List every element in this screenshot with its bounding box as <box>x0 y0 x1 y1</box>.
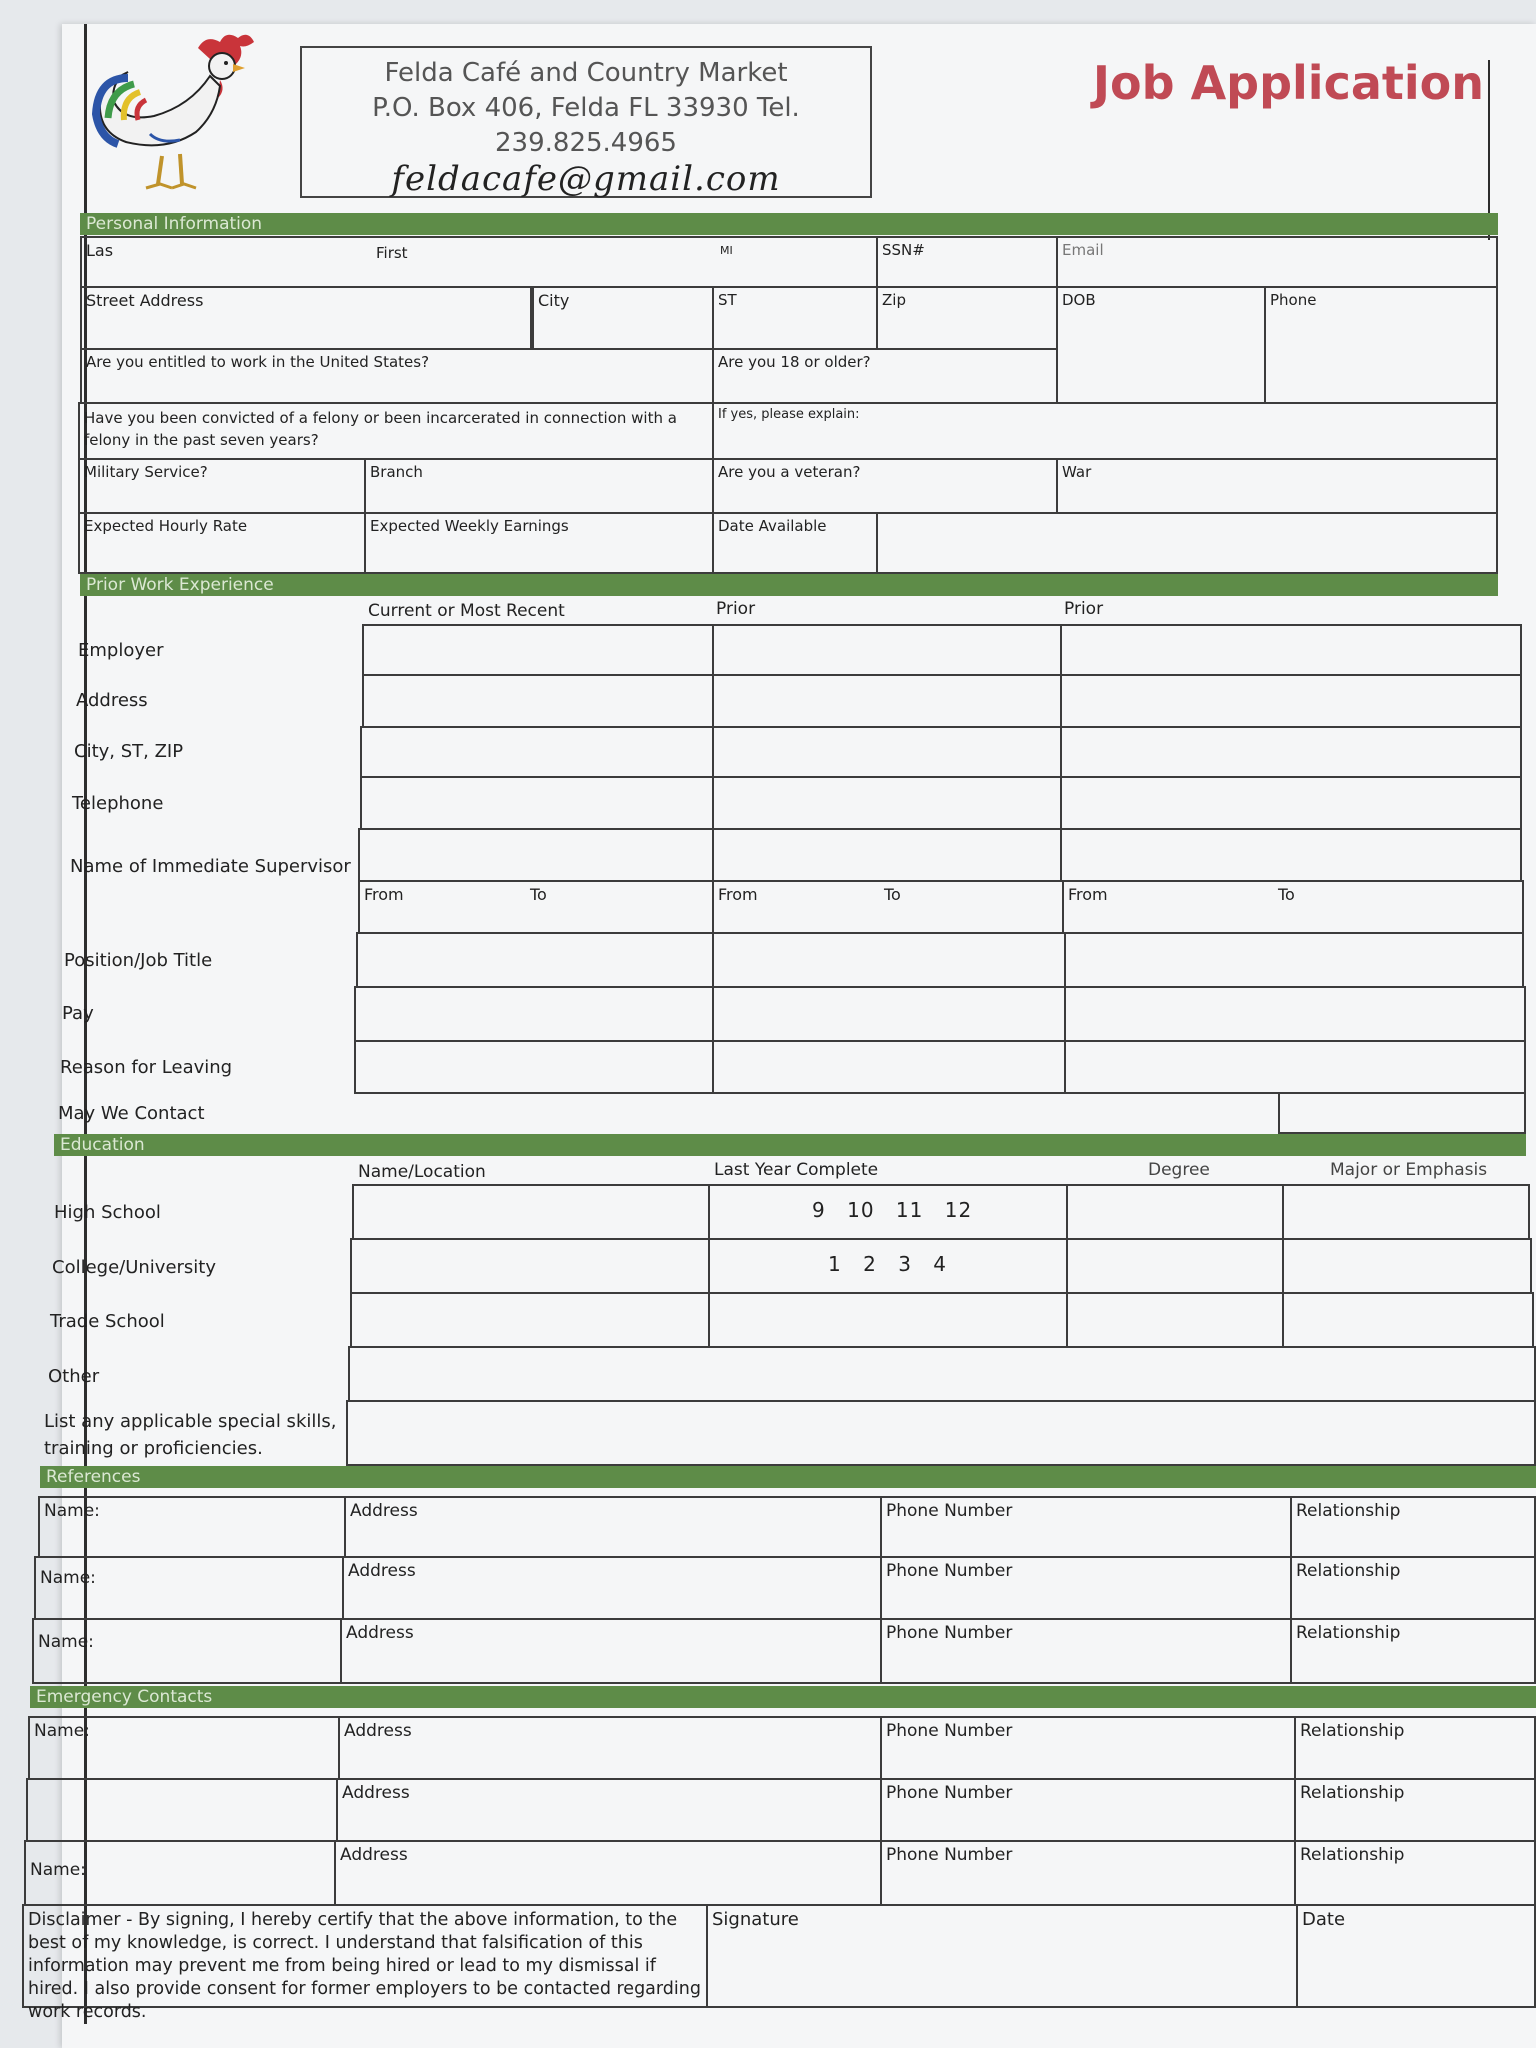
employer-prior-1[interactable] <box>712 624 1062 676</box>
emergency-1-phone[interactable]: Phone Number <box>880 1716 1296 1780</box>
city-field[interactable]: City <box>532 286 714 350</box>
page-title: Job Application <box>1092 56 1484 110</box>
emergency-3-relationship[interactable]: Relationship <box>1294 1840 1536 1906</box>
college-major[interactable] <box>1282 1238 1532 1294</box>
date-field[interactable]: Date <box>1296 1904 1536 2008</box>
year-1[interactable]: 1 <box>828 1252 842 1276</box>
year-4[interactable]: 4 <box>933 1252 948 1276</box>
year-3[interactable]: 3 <box>898 1252 912 1276</box>
street-address-field[interactable]: Street Address <box>80 286 532 350</box>
supervisor-prior-1[interactable] <box>712 828 1062 882</box>
other-education-field[interactable] <box>348 1346 1536 1402</box>
reason-prior-2[interactable] <box>1064 1040 1526 1094</box>
address-current[interactable] <box>362 674 714 728</box>
year-2[interactable]: 2 <box>863 1252 877 1276</box>
trade-school-degree[interactable] <box>1066 1292 1284 1348</box>
col-degree: Degree <box>1148 1160 1210 1180</box>
label-high-school: High School <box>54 1202 161 1223</box>
city-current[interactable] <box>360 726 714 778</box>
col-major: Major or Emphasis <box>1330 1160 1488 1180</box>
weekly-earnings-field[interactable]: Expected Weekly Earnings <box>364 512 714 574</box>
section-emergency-contacts: Emergency Contacts <box>30 1686 1536 1708</box>
emergency-1-relationship[interactable]: Relationship <box>1294 1716 1536 1780</box>
business-phone: 239.825.4965 <box>495 128 677 158</box>
emergency-2-phone[interactable]: Phone Number <box>880 1778 1296 1842</box>
section-references: References <box>40 1466 1536 1488</box>
reference-1-name[interactable]: Name: <box>38 1496 346 1558</box>
first-name-label: First <box>376 244 408 262</box>
pay-prior-1[interactable] <box>712 986 1066 1042</box>
position-prior-2[interactable] <box>1064 932 1524 988</box>
trade-school-major[interactable] <box>1282 1292 1534 1348</box>
label-address: Address <box>76 690 148 711</box>
age-18-field[interactable]: Are you 18 or older? <box>712 348 1058 404</box>
section-personal-information: Personal Information <box>80 213 1498 235</box>
reference-2-name[interactable]: Name: <box>34 1556 344 1620</box>
war-field[interactable]: War <box>1056 458 1498 514</box>
to-label-current: To <box>530 885 547 904</box>
pay-current[interactable] <box>354 986 714 1042</box>
felony-explain-field[interactable]: If yes, please explain: <box>712 402 1498 460</box>
label-college: College/University <box>52 1257 217 1278</box>
label-pay: Pay <box>62 1003 94 1024</box>
label-position: Position/Job Title <box>64 950 213 971</box>
dob-field[interactable]: DOB <box>1056 286 1266 404</box>
high-school-grades <box>812 1198 986 1222</box>
col-prior-2: Prior <box>1064 599 1104 619</box>
col-name-location: Name/Location <box>358 1162 486 1182</box>
reference-3-relationship[interactable]: Relationship <box>1290 1618 1536 1684</box>
section-prior-work-experience: Prior Work Experience <box>80 574 1498 596</box>
label-trade-school: Trade School <box>50 1311 165 1332</box>
grade-12[interactable]: 12 <box>944 1198 973 1222</box>
high-school-year[interactable] <box>708 1184 1068 1240</box>
college-name[interactable] <box>350 1238 710 1294</box>
zip-field[interactable]: Zip <box>876 286 1058 350</box>
telephone-prior-1[interactable] <box>712 776 1062 830</box>
reason-prior-1[interactable] <box>712 1040 1066 1094</box>
grade-10[interactable]: 10 <box>847 1198 875 1222</box>
label-city-st-zip: City, ST, ZIP <box>74 741 184 762</box>
position-current[interactable] <box>356 932 714 988</box>
college-degree[interactable] <box>1066 1238 1284 1294</box>
reference-2-address[interactable]: Address <box>342 1556 882 1620</box>
date-available-value[interactable] <box>876 512 1498 574</box>
phone-field[interactable]: Phone <box>1264 286 1498 404</box>
business-name: Felda Café and Country Market <box>384 58 788 88</box>
may-contact-field[interactable] <box>1278 1092 1526 1134</box>
felony-question-field[interactable]: Have you been convicted of a felony or been incarcerated in connection with a felony in the past seven years? <box>78 402 714 460</box>
high-school-major[interactable] <box>1282 1184 1530 1240</box>
employer-prior-2[interactable] <box>1060 624 1522 676</box>
label-other: Other <box>48 1366 100 1387</box>
col-last-year: Last Year Complete <box>714 1160 879 1180</box>
to-label-prior-2: To <box>1278 885 1295 904</box>
branch-field[interactable]: Branch <box>364 458 714 514</box>
signature-field[interactable]: Signature <box>706 1904 1298 2008</box>
reference-1-relationship[interactable]: Relationship <box>1290 1496 1536 1558</box>
mi-label: MI <box>720 244 733 257</box>
reference-3-name[interactable]: Name: <box>32 1618 342 1684</box>
veteran-field[interactable]: Are you a veteran? <box>712 458 1058 514</box>
dates-prior-1[interactable] <box>712 880 1064 934</box>
label-employer: Employer <box>78 640 164 661</box>
high-school-name[interactable] <box>352 1184 710 1240</box>
grade-9[interactable]: 9 <box>812 1198 826 1222</box>
date-available-field[interactable]: Date Available <box>712 512 878 574</box>
business-address: P.O. Box 406, Felda FL 33930 Tel. <box>372 93 800 123</box>
state-field[interactable]: ST <box>712 286 878 350</box>
email-field[interactable]: Email <box>1056 236 1498 288</box>
address-prior-2[interactable] <box>1060 674 1522 728</box>
dates-prior-2[interactable] <box>1062 880 1524 934</box>
disclaimer: Disclaimer - By signing, I hereby certify that the above information, to the best of my knowledge, is correct. I understand that falsification of this information may prevent me from being hired or lead to my dismissal if hired. I also provide consent for former employers to be contacted regarding work records. <box>22 1904 708 2008</box>
from-label-prior-1: From <box>718 885 758 904</box>
reference-1-phone[interactable]: Phone Number <box>880 1496 1292 1558</box>
label-reason: Reason for Leaving <box>60 1057 233 1078</box>
emergency-2-relationship[interactable]: Relationship <box>1294 1778 1536 1842</box>
trade-school-name[interactable] <box>350 1292 710 1348</box>
col-current: Current or Most Recent <box>368 601 565 621</box>
handwritten-email: feldacafe@gmail.com <box>391 159 781 199</box>
from-label-current: From <box>364 885 404 904</box>
reference-3-phone[interactable]: Phone Number <box>880 1618 1292 1684</box>
telephone-current[interactable] <box>360 776 714 830</box>
reference-3-address[interactable]: Address <box>340 1618 882 1684</box>
col-prior-1: Prior <box>716 599 756 619</box>
label-telephone: Telephone <box>72 793 164 814</box>
from-label-prior-2: From <box>1068 885 1108 904</box>
city-prior-1[interactable] <box>712 726 1062 778</box>
section-education: Education <box>54 1134 1526 1156</box>
label-special-skills: List any applicable special skills, training or proficiencies. <box>44 1411 337 1459</box>
ssn-field[interactable]: SSN# <box>876 236 1058 288</box>
label-supervisor: Name of Immediate Supervisor <box>70 856 351 877</box>
reference-2-relationship[interactable]: Relationship <box>1290 1556 1536 1620</box>
employer-current[interactable] <box>362 624 714 676</box>
emergency-1-address[interactable]: Address <box>338 1716 882 1780</box>
emergency-3-address[interactable]: Address <box>334 1840 882 1906</box>
city-prior-2[interactable] <box>1060 726 1522 778</box>
grade-11[interactable]: 11 <box>895 1198 924 1222</box>
pay-prior-2[interactable] <box>1064 986 1526 1042</box>
rooster-logo-icon <box>88 28 260 198</box>
last-name-field[interactable]: Las <box>80 236 878 288</box>
address-prior-1[interactable] <box>712 674 1062 728</box>
telephone-prior-2[interactable] <box>1060 776 1522 830</box>
college-years <box>828 1252 961 1276</box>
work-entitlement-field[interactable]: Are you entitled to work in the United States? <box>80 348 714 404</box>
emergency-1-name[interactable]: Name: <box>28 1716 340 1780</box>
to-label-prior-1: To <box>884 885 901 904</box>
high-school-degree[interactable] <box>1066 1184 1284 1240</box>
special-skills-field[interactable] <box>346 1400 1536 1466</box>
emergency-2-name[interactable]: Name: <box>24 1840 336 1906</box>
reason-current[interactable] <box>354 1040 714 1094</box>
reference-2-phone[interactable]: Phone Number <box>880 1556 1292 1620</box>
trade-school-year[interactable] <box>708 1292 1068 1348</box>
supervisor-prior-2[interactable] <box>1060 828 1522 882</box>
military-service-field[interactable]: Military Service? <box>78 458 366 514</box>
emergency-1-name-cont[interactable] <box>26 1778 338 1842</box>
emergency-3-phone[interactable]: Phone Number <box>880 1840 1296 1906</box>
position-prior-1[interactable] <box>712 932 1066 988</box>
dates-current[interactable] <box>358 880 714 934</box>
college-year[interactable] <box>708 1238 1068 1294</box>
emergency-2-address[interactable]: Address <box>336 1778 882 1842</box>
reference-1-address[interactable]: Address <box>344 1496 882 1558</box>
label-may-contact: May We Contact <box>58 1103 205 1124</box>
hourly-rate-field[interactable]: Expected Hourly Rate <box>78 512 366 574</box>
business-info-box <box>300 46 872 198</box>
supervisor-current[interactable] <box>358 828 714 882</box>
